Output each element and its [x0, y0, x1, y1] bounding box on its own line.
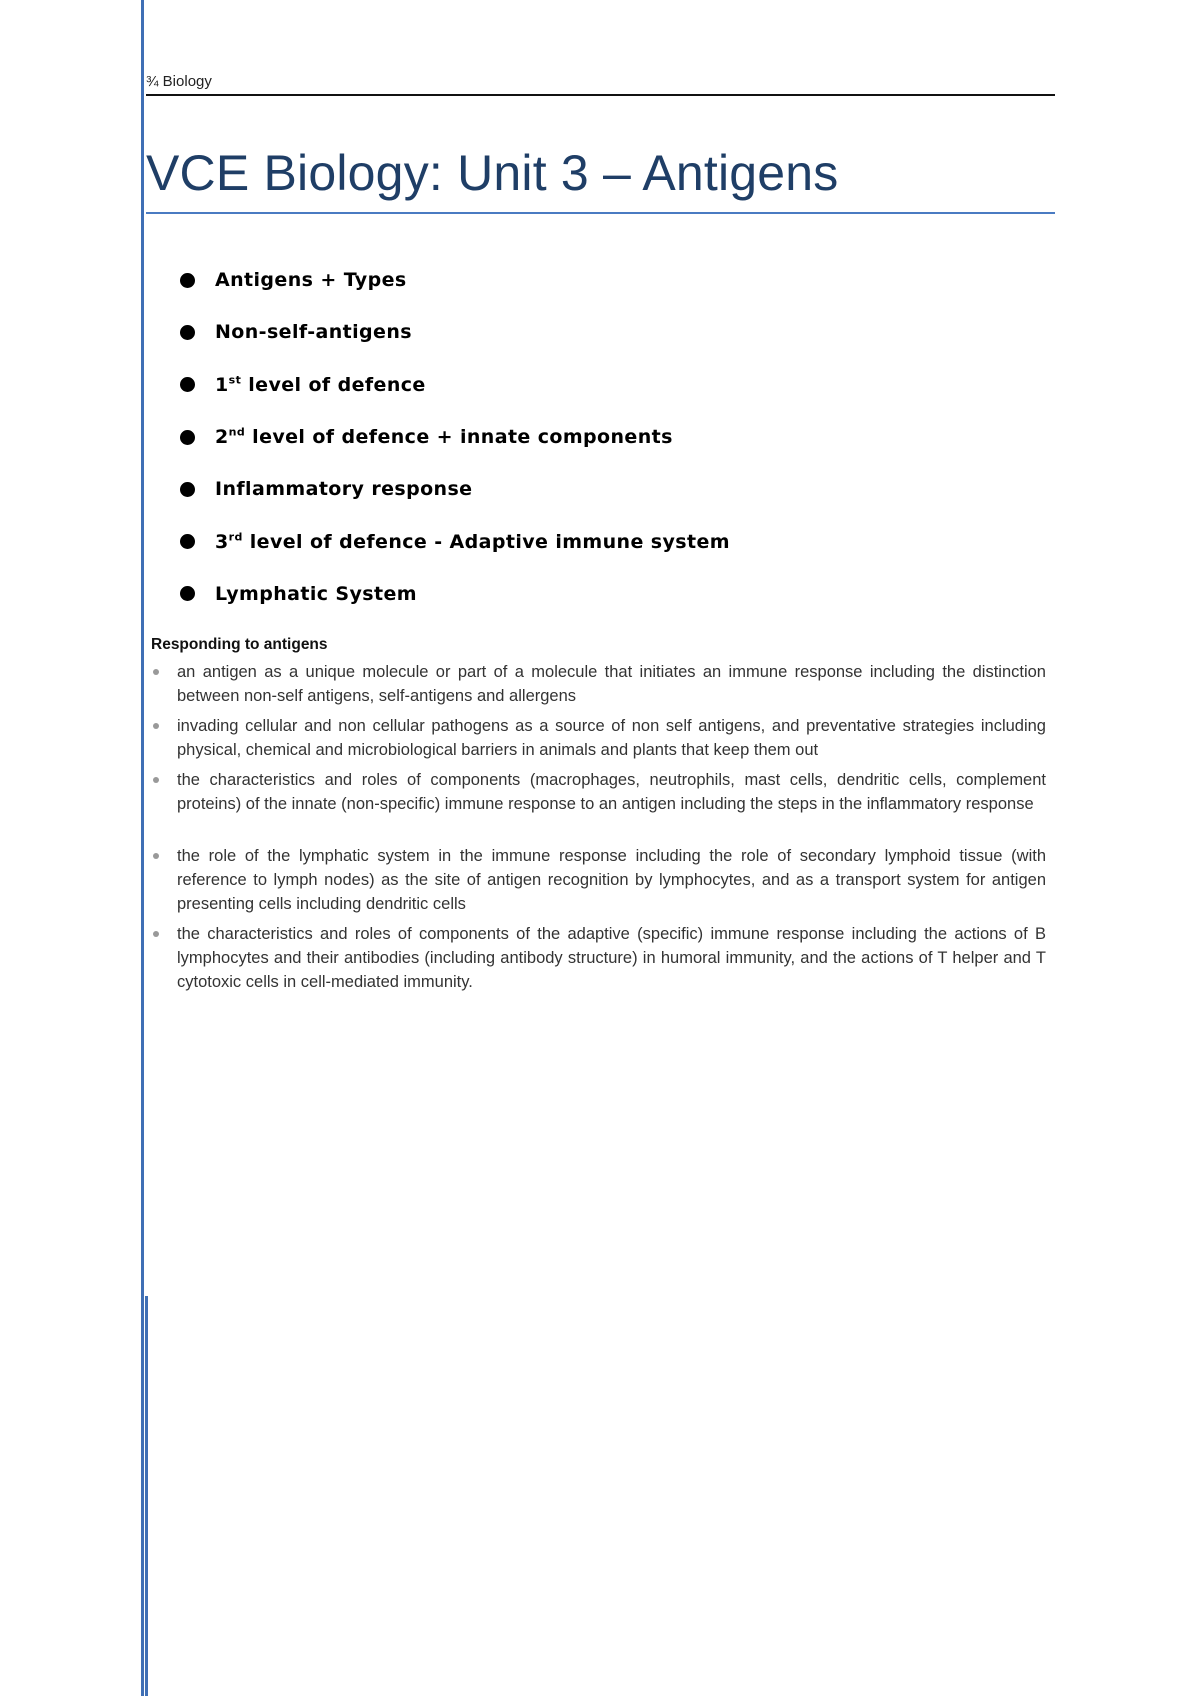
topic-text: 3rd level of defence - Adaptive immune system — [215, 530, 730, 553]
topic-item — [180, 254, 730, 306]
responding-to-antigens-section — [151, 636, 1046, 1000]
topic-text: 2nd level of defence + innate components — [215, 425, 673, 449]
topic-item — [180, 411, 730, 463]
content-item-text: the characteristics and roles of components of the adaptive (specific) immune response including the actions of B lymphocytes and their antibodies (including antibody structure) in humoral immunity, and the actions of T helper and T cytotoxic cells in cell-mediated immunity. — [177, 925, 1046, 991]
topic-text: 1st level of defence — [215, 373, 426, 396]
bullet-icon — [180, 377, 195, 392]
bullet-icon — [153, 669, 159, 675]
page-title: VCE Biology: Unit 3 – Antigens — [146, 145, 839, 201]
page-margin-line-lower — [145, 1296, 148, 1696]
content-item-text: invading cellular and non cellular pathogens as a source of non self antigens, and preventative strategies including physical, chemical and microbiological barriers in animals and plants that keep them out — [177, 717, 1046, 759]
topic-item — [180, 463, 730, 515]
topic-text: Non-self-antigens — [215, 321, 412, 344]
bullet-icon — [180, 325, 195, 340]
topic-text: Lymphatic System — [215, 582, 417, 605]
content-item-text: the role of the lymphatic system in the immune response including the role of secondary lymphoid tissue (with reference to lymph nodes) as the site of antigen recognition by lymphocytes, and as a transport system for antigen presenting cells including dendritic cells — [177, 847, 1046, 913]
content-list — [151, 660, 1046, 994]
bullet-icon — [180, 273, 195, 288]
page-header: ¾ Biology — [146, 73, 212, 90]
topic-item — [180, 568, 730, 620]
bullet-icon — [180, 430, 195, 445]
bullet-icon — [153, 931, 159, 937]
topic-item — [180, 515, 730, 567]
header-rule — [146, 94, 1055, 96]
bullet-icon — [180, 534, 195, 549]
bullet-icon — [153, 777, 159, 783]
topic-text: Inflammatory response — [215, 478, 473, 501]
topic-item — [180, 359, 730, 411]
bullet-icon — [153, 853, 159, 859]
title-rule — [146, 212, 1055, 214]
content-item-text: the characteristics and roles of components (macrophages, neutrophils, mast cells, dendritic cells, complement proteins) of the innate (non-specific) immune response to an antigen including the steps in the inflammatory response — [177, 771, 1046, 813]
topic-item — [180, 306, 730, 358]
topic-list — [180, 254, 730, 620]
content-item — [151, 660, 1046, 708]
topic-text: Antigens + Types — [215, 269, 407, 292]
bullet-icon — [180, 482, 195, 497]
bullet-icon — [153, 723, 159, 729]
content-item — [151, 844, 1046, 916]
content-item — [151, 714, 1046, 762]
section-heading: Responding to antigens — [151, 636, 328, 653]
page-margin-line — [141, 0, 144, 1696]
bullet-icon — [180, 586, 195, 601]
content-item — [151, 768, 1046, 816]
content-item-text: an antigen as a unique molecule or part of a molecule that initiates an immune response including the distinction between non-self antigens, self-antigens and allergens — [177, 663, 1046, 705]
content-item — [151, 922, 1046, 994]
